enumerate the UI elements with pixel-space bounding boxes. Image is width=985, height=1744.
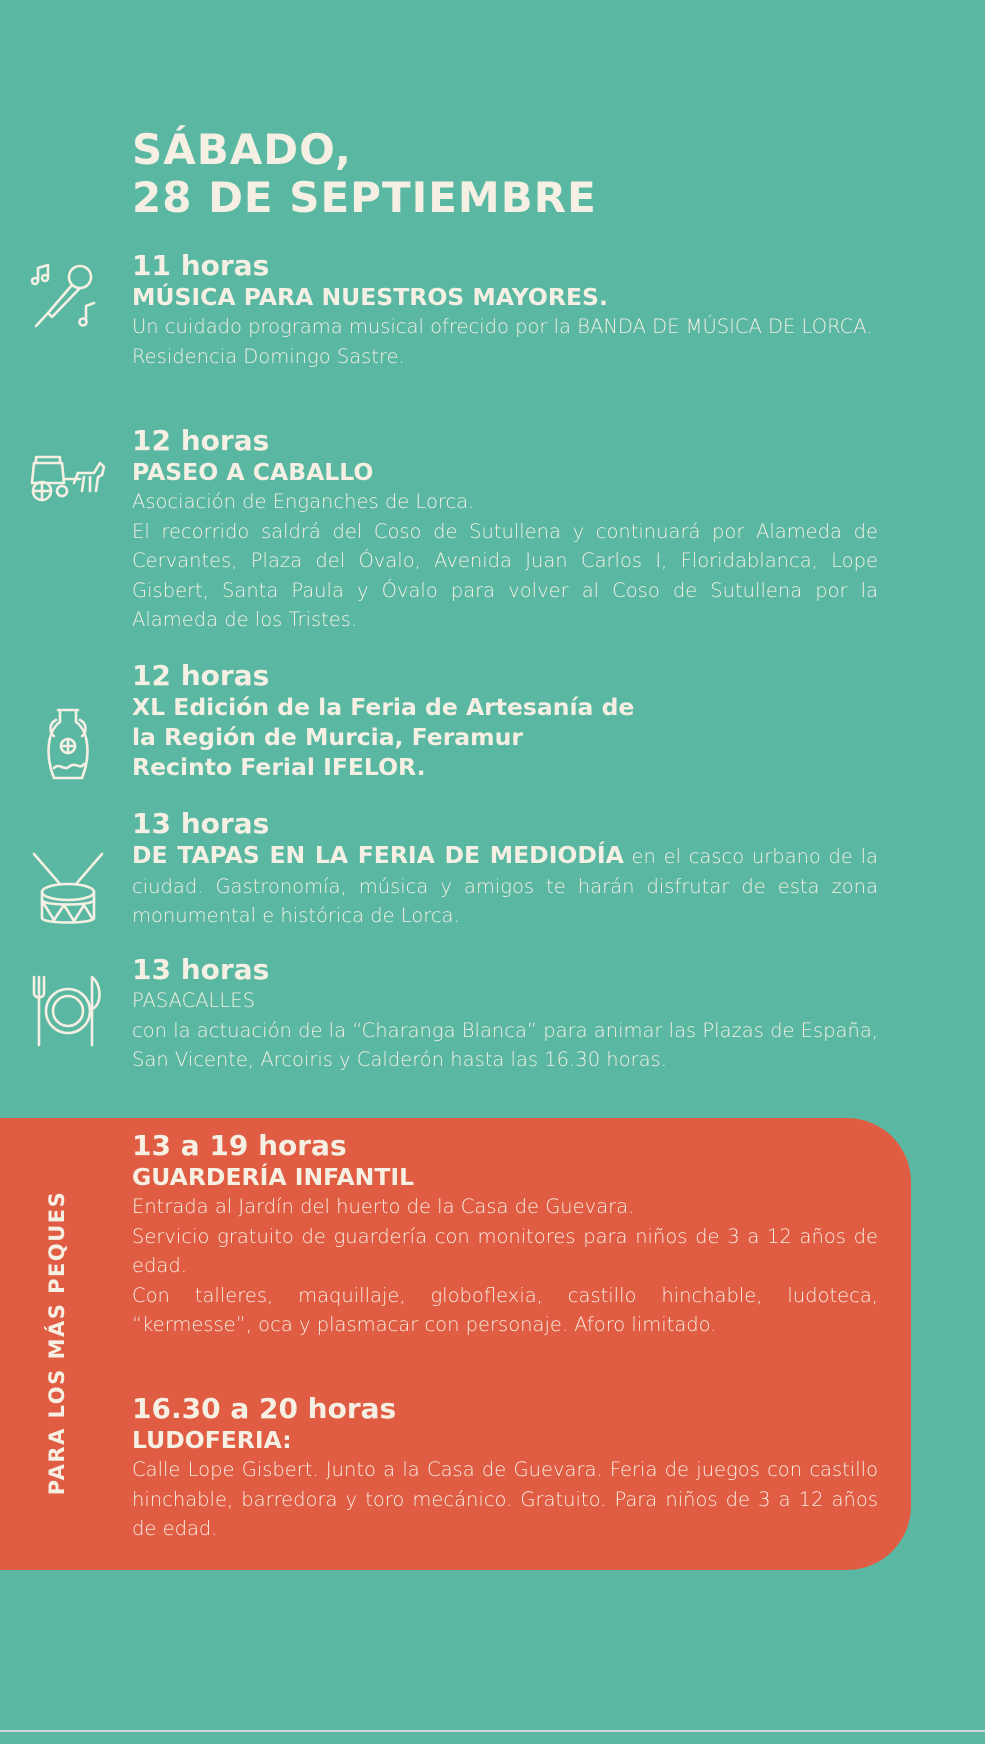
- event-desc-line: Residencia Domingo Sastre.: [132, 344, 405, 368]
- day-title: [132, 126, 597, 222]
- event-desc-line: Calle Lope Gisbert. Junto a la Casa de Guevara. Feria de juegos con castillo hinchable, barredora y toro mecánico. Gratuito. Para niños de 3 a 12 años de edad.: [132, 1458, 878, 1540]
- event-desc-line: Un cuidado programa musical ofrecido por la BANDA DE MÚSICA DE LORCA.: [132, 315, 873, 338]
- event-desc-line: Entrada al Jardín del huerto de la Casa de Guevara.: [132, 1195, 635, 1218]
- event-pasacalles: [132, 954, 878, 1075]
- event-desc-line: Asociación de Enganches de Lorca.: [132, 490, 475, 513]
- drum-icon: [28, 850, 108, 930]
- event-time: 11 horas: [132, 249, 270, 282]
- event-desc-line: Servicio gratuito de guardería con monitores para niños de 3 a 12 años de edad.: [132, 1224, 878, 1277]
- event-desc-line: Con talleres, maquillaje, globoflexia, castillo hinchable, ludoteca, “kermesse”, oca y plasmacar con personaje. Aforo limitado.: [132, 1283, 878, 1336]
- event-time: 12 horas: [132, 424, 270, 457]
- event-name: PASEO A CABALLO: [132, 458, 374, 486]
- event-name-line: XL Edición de la Feria de Artesanía de: [132, 693, 635, 721]
- day-title-line2: 28 DE SEPTIEMBRE: [132, 173, 597, 222]
- microphone-music-icon: [28, 258, 108, 338]
- event-time: 13 a 19 horas: [132, 1129, 347, 1162]
- event-musica-mayores: [132, 250, 878, 371]
- event-name: GUARDERÍA INFANTIL: [132, 1163, 415, 1191]
- event-tapas-text: [132, 840, 878, 931]
- event-desc-line: con la actuación de la “Charanga Blanca” para animar las Plazas de España, San Vicente, Arcoiris y Calderón hasta las 16.30 horas.: [132, 1018, 878, 1071]
- event-name-line: la Región de Murcia, Feramur: [132, 723, 523, 751]
- event-paseo-caballo: [132, 425, 878, 635]
- plate-cutlery-icon: [28, 973, 108, 1053]
- event-feramur: [132, 660, 878, 782]
- day-title-line1: SÁBADO,: [132, 125, 352, 174]
- event-time: 12 horas: [132, 659, 270, 692]
- event-desc-inline: en el casco urbano de la ciudad. Gastronomía, música y amigos te harán disfrutar de esta zona monumental e histórica de Lorca.: [132, 845, 878, 927]
- event-desc-line: El recorrido saldrá del Coso de Sutullena y continuará por Alameda de Cervantes, Plaza del Óvalo, Avenida Juan Carlos I, Floridablanca, Lope Gisbert, Santa Paula y Óvalo para volver al Coso de Sutullena por la Alameda de los Tristes.: [132, 519, 878, 631]
- page-bottom-edge: [0, 1730, 985, 1732]
- event-name: PASACALLES: [132, 989, 255, 1012]
- event-tapas: [132, 808, 878, 931]
- event-name: LUDOFERIA:: [132, 1426, 292, 1454]
- event-guarderia: [132, 1130, 878, 1340]
- event-name-line: Recinto Ferial IFELOR.: [132, 753, 426, 781]
- horse-carriage-icon: [28, 443, 108, 523]
- event-time: 13 horas: [132, 807, 270, 840]
- event-name: DE TAPAS EN LA FERIA DE MEDIODÍA: [132, 841, 624, 869]
- event-time: 16.30 a 20 horas: [132, 1392, 397, 1425]
- event-time: 13 horas: [132, 953, 270, 986]
- event-name: MÚSICA PARA NUESTROS MAYORES.: [132, 283, 608, 311]
- kids-section-label: PARA LOS MÁS PEQUES: [45, 1190, 69, 1496]
- event-ludoferia: [132, 1393, 878, 1544]
- vase-icon: [28, 706, 108, 786]
